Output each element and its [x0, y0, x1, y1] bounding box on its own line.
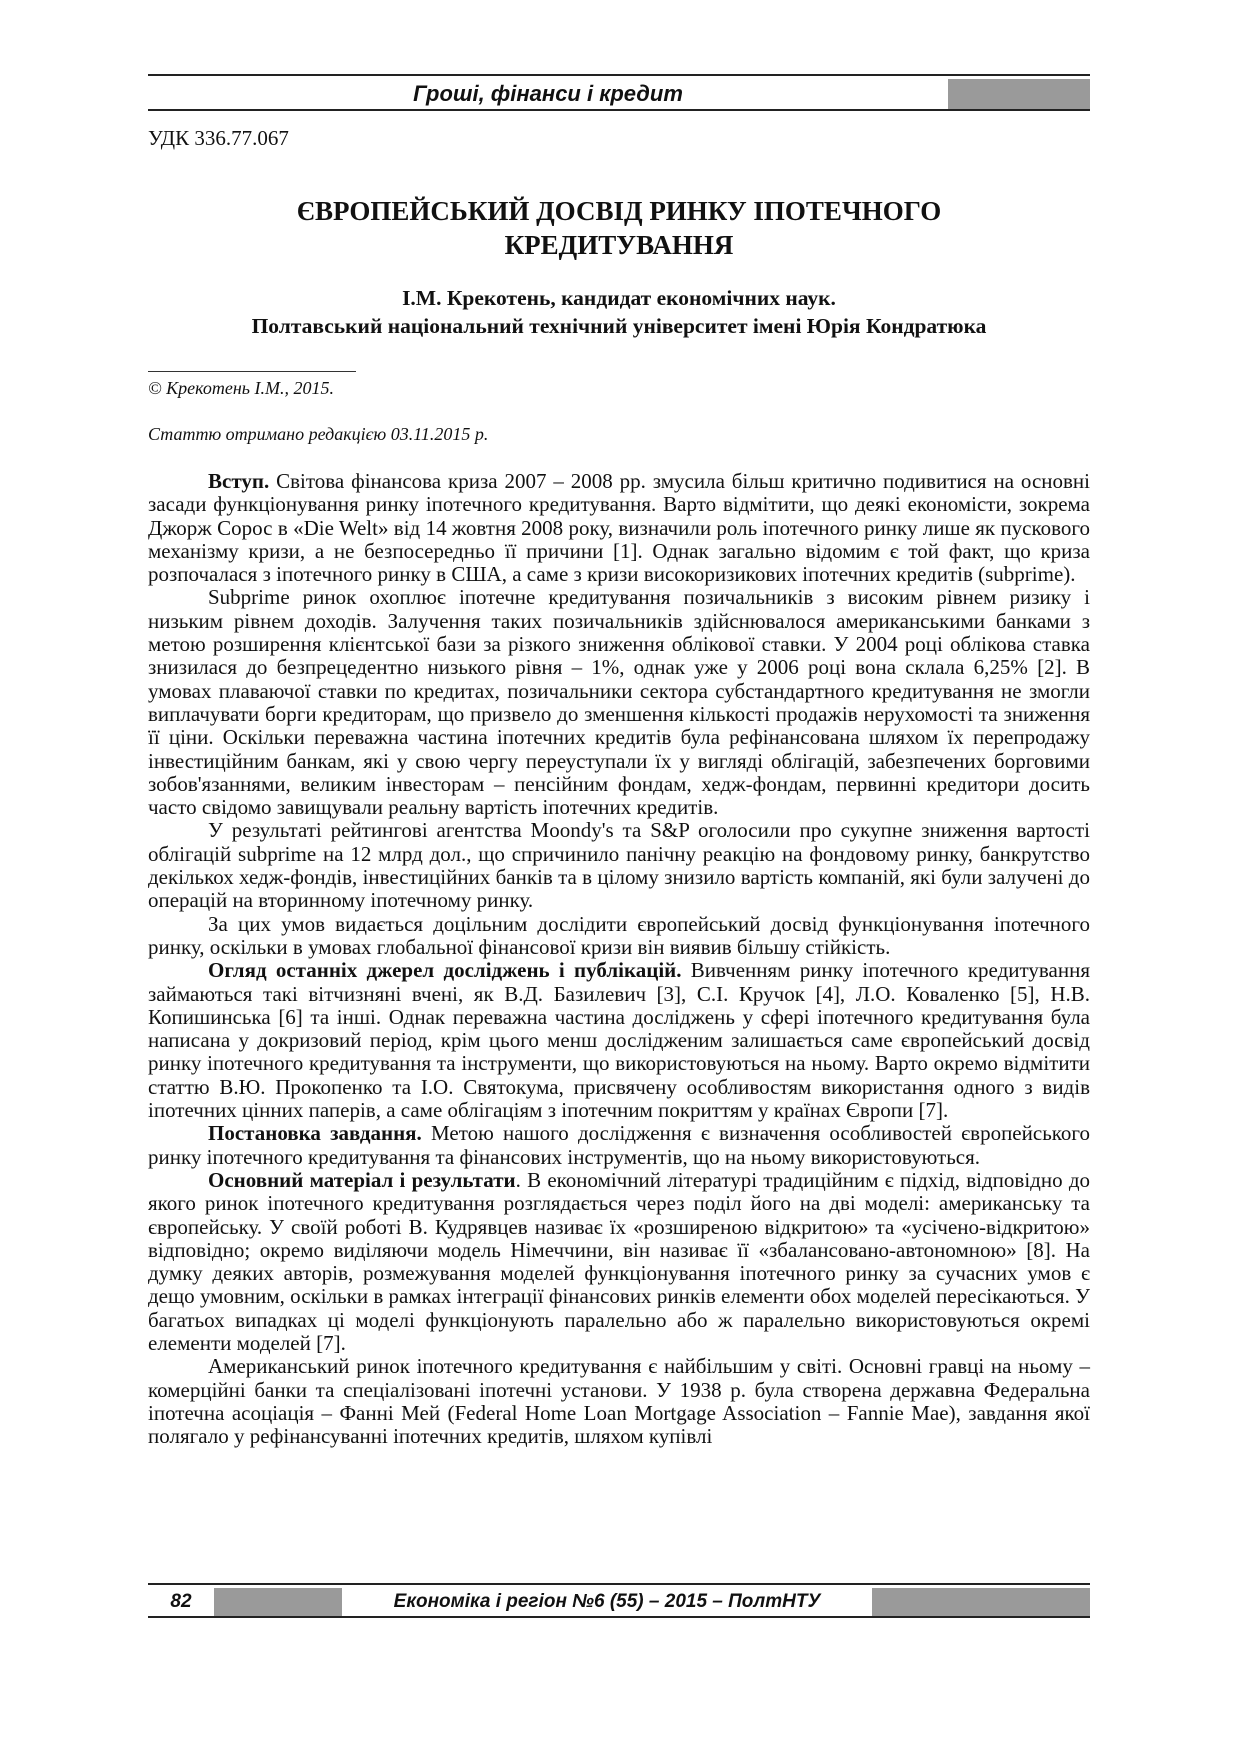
footer-band: [148, 1588, 1090, 1618]
paragraph-lead: Огляд останніх джерел досліджень і публікацій.: [208, 958, 682, 983]
paragraph: [148, 586, 1090, 819]
paragraph-text: Вивченням ринку іпотечного кредитування займаються такі вітчизняні вчені, як В.Д. Базилевич [3], С.І. Кручок [4], Л.О. Коваленко [5], Н.В. Копишинська [6] та інші. Однак переважна частина досліджень у сфері іпотечного кредитування була написана у докризовий період, крім цього менш дослідженим залишається саме європейський досвід ринку іпотечного кредитування та інструменти, що використовуються на ньому. Варто окремо відмітити статтю В.Ю. Прокопенко та І.О. Святокума, присвячену особливостям використання одного з видів іпотечних цінних паперів, а саме облігаціям з іпотечним покриттям у країнах Європи [7].: [148, 958, 1090, 1123]
running-footer: [148, 1583, 1090, 1618]
affiliation: Полтавський національний технічний університет імені Юрія Кондратюка: [251, 314, 987, 338]
journal-name: Економіка і регіон №6 (55) – 2015 – ПолтНТУ: [393, 1591, 821, 1612]
header-section-title: Гроші, фінанси і кредит: [413, 81, 683, 106]
paper-title: [148, 194, 1090, 262]
footer-rule: [148, 1583, 1090, 1585]
paragraph: [148, 470, 1090, 586]
udk-code: УДК 336.77.067: [148, 126, 289, 150]
title-line: КРЕДИТУВАННЯ: [504, 230, 734, 260]
header-gray-block: [948, 79, 1090, 109]
article-body: [148, 470, 1090, 1448]
received-date: Статтю отримано редакцією 03.11.2015 р.: [148, 424, 489, 444]
running-header: [148, 74, 1090, 111]
page-number: 82: [170, 1591, 192, 1612]
footer-gray-block-right: [872, 1588, 1090, 1616]
paragraph: [148, 1122, 1090, 1169]
paragraph: [148, 1355, 1090, 1448]
paragraph-text: Американський ринок іпотечного кредитування є найбільшим у світі. Основні гравці на ньому – комерційні банки та спеціалізовані іпотечні установи. У 1938 р. була створена державна Федеральна іпотечна асоціація – Фанні Мей (Federal Home Loan Mortgage Association – Fannie Mae), завдання якої полягало у рефінансуванні іпотечних кредитів, шляхом купівлі: [148, 1354, 1090, 1449]
paragraph-text: Subprime ринок охоплює іпотечне кредитування позичальників з високим рівнем ризику і низьким рівнем доходів. Залучення таких позичальників здійснювалося американськими банками з метою розширення клієнтської бази за різкого зниження облікової ставки. У 2004 році облікова ставка знизилася до безпрецедентно низького рівня – 1%, однак уже у 2006 році вона склала 6,25% [2]. В умовах плаваючої ставки по кредитах, позичальники сектора субстандартного кредитування не змогли виплачувати борги кредиторам, що призвело до зменшення кількості продажів нерухомості та зниження її ціни. Оскільки переважна частина іпотечних кредитів була рефінансована шляхом їх перепродажу інвестиційним банкам, які у свою чергу переуступали їх у вигляді облігацій, забезпечених борговими зобов'язаннями, великим інвесторам – пенсійним фондам, хедж-фондам, первинні кредитори досить часто свідомо завищували реальну вартість іпотечних кредитів.: [148, 585, 1090, 820]
paragraph: [148, 913, 1090, 960]
footnote-rule: [148, 371, 356, 372]
author-line: І.М. Крекотень, кандидат економічних наук.: [402, 286, 836, 310]
paragraph: [148, 819, 1090, 912]
author-block: [148, 284, 1090, 340]
header-band: [148, 79, 1090, 111]
paragraph-text: Світова фінансова криза 2007 – 2008 рр. змусила більш критично подивитися на основні засади функціонування ринку іпотечного кредитування. Варто відмітити, що деякі економісти, зокрема Джорж Сорос в «Die Welt» від 14 жовтня 2008 року, визначили роль іпотечного ринку лише як пускового механізму кризи, а не безпосередньо її причини [1]. Однак загально відомим є той факт, що криза розпочалася з іпотечного ринку в США, а саме з кризи високоризикових іпотечних кредитів (subprime).: [148, 469, 1090, 587]
paragraph-lead: Основний матеріал і результати: [208, 1167, 516, 1192]
footer-gray-block-left: [214, 1588, 342, 1616]
paragraph-text: У результаті рейтингові агентства Moondy's та S&P оголосили про сукупне зниження вартості облігацій subprime на 12 млрд дол., що спричинило панічну реакцію на фондовому ринку, банкрутство декількох хедж-фондів, інвестиційних банків та в цілому знизило вартість компаній, які були залучені до операцій на вторинному іпотечному ринку.: [148, 818, 1090, 913]
paragraph: [148, 1169, 1090, 1355]
paragraph-text: Метою нашого дослідження є визначення особливостей європейського ринку іпотечного кредитування та фінансових інструментів, що на ньому використовуються.: [148, 1121, 1090, 1169]
copyright-note: © Крекотень І.М., 2015.: [148, 378, 334, 398]
header-rule: [148, 74, 1090, 76]
paragraph-lead: Вступ.: [208, 469, 270, 493]
title-line: ЄВРОПЕЙСЬКИЙ ДОСВІД РИНКУ ІПОТЕЧНОГО: [296, 196, 942, 226]
paragraph: [148, 959, 1090, 1122]
paragraph-lead: Постановка завдання.: [208, 1121, 422, 1146]
paragraph-text: . В економічний літературі традиційним є підхід, відповідно до якого ринок іпотечного кредитування розглядається через поділ його на дві моделі: американську та європейську. У своїй роботі В. Кудрявцев називає їх «розширеною відкритою» та «усічено-відкритою» відповідно; окремо виділяючи модель Німеччини, він називає її «збалансовано-автономною» [8]. На думку деяких авторів, розмежування моделей функціонування іпотечного ринку за сучасних умов є дещо умовним, оскільки в рамках інтеграції фінансових ринків елементи обох моделей пересікаються. У багатьох випадках ці моделі функціонують паралельно або ж паралельно використовуються окремі елементи моделей [7].: [148, 1167, 1090, 1355]
paragraph-text: За цих умов видається доцільним дослідити європейський досвід функціонування іпотечного ринку, оскільки в умовах глобальної фінансової кризи він виявив більшу стійкість.: [148, 911, 1090, 959]
